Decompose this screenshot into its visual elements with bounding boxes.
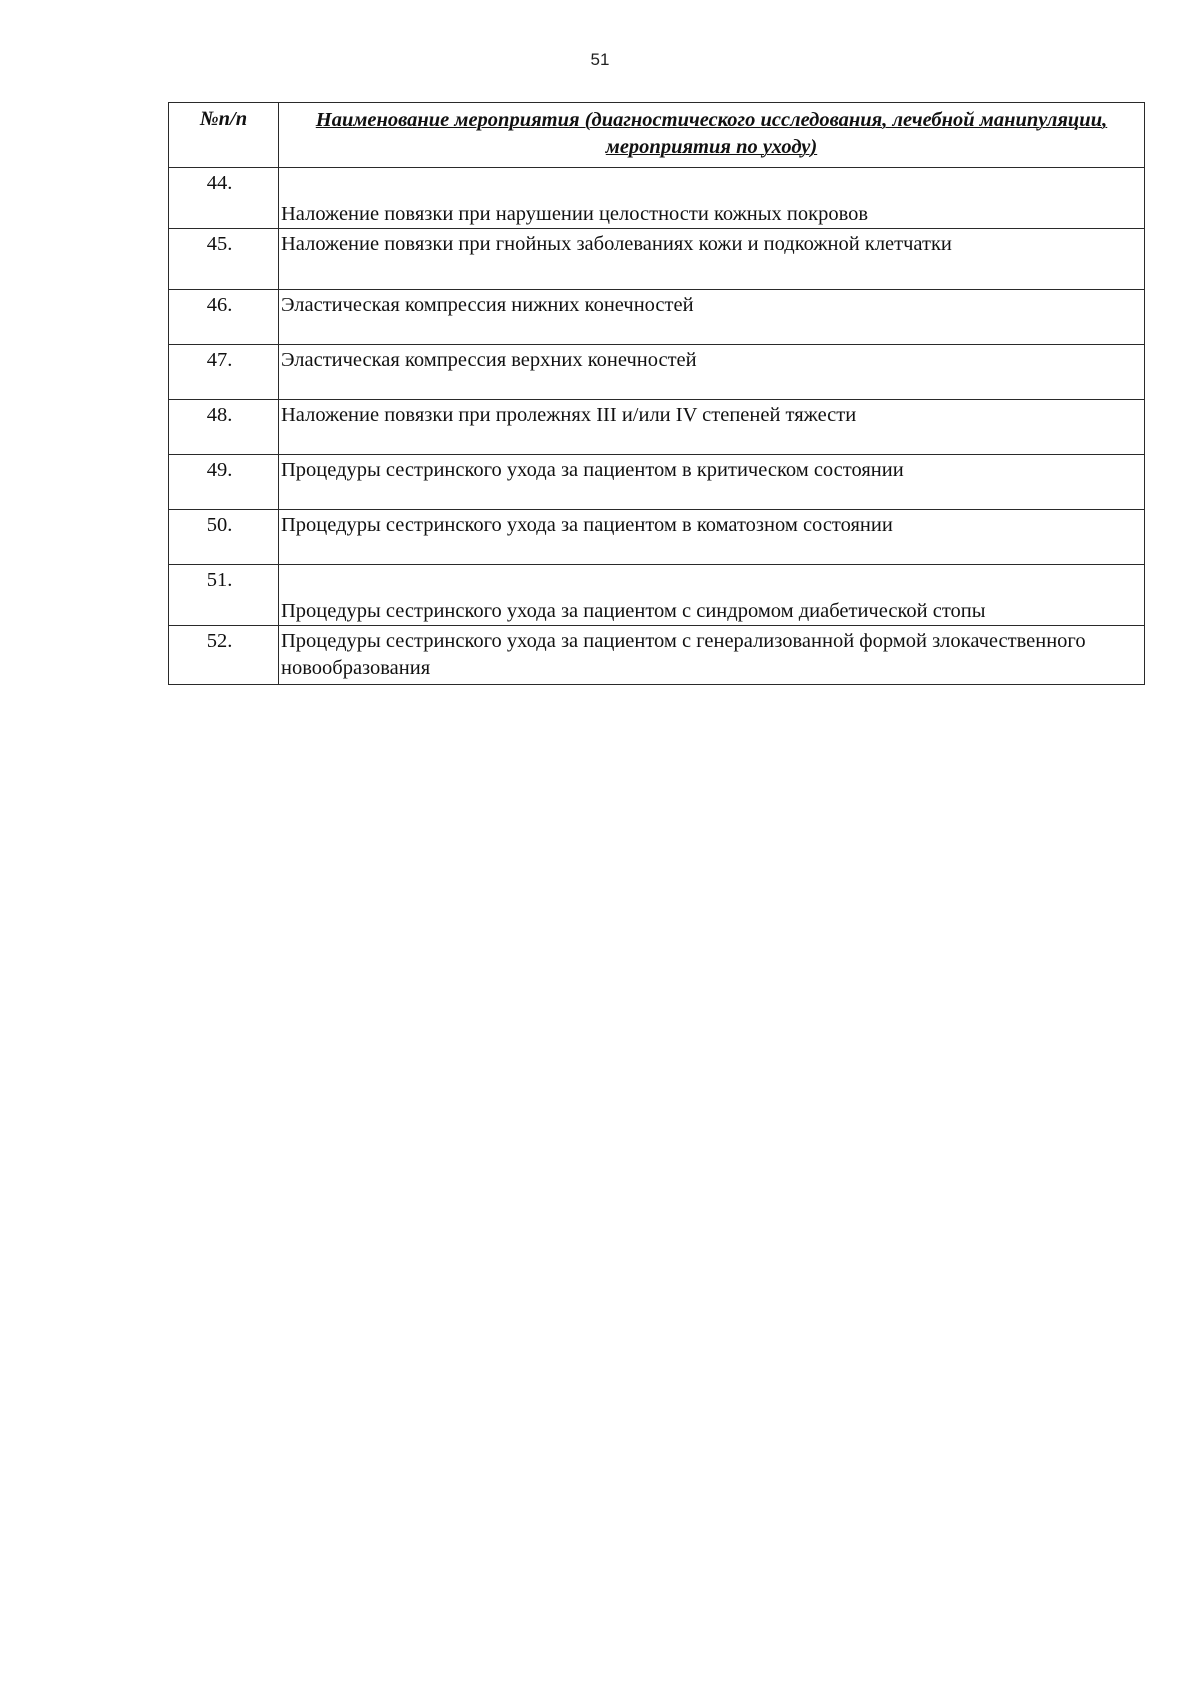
row-name: Эластическая компрессия верхних конечностей <box>279 345 1145 400</box>
row-name: Эластическая компрессия нижних конечностей <box>279 290 1145 345</box>
row-number: 44. <box>169 168 279 229</box>
table-row <box>169 229 1145 290</box>
table-row <box>169 510 1145 565</box>
table-row <box>169 290 1145 345</box>
table-row <box>169 168 1145 229</box>
row-number: 46. <box>169 290 279 345</box>
row-number: 48. <box>169 400 279 455</box>
table-row <box>169 400 1145 455</box>
table-row <box>169 455 1145 510</box>
row-number: 50. <box>169 510 279 565</box>
row-name: Процедуры сестринского ухода за пациентом в коматозном состоянии <box>279 510 1145 565</box>
row-number: 45. <box>169 229 279 290</box>
row-name: Наложение повязки при пролежнях III и/или IV степеней тяжести <box>279 400 1145 455</box>
row-number: 49. <box>169 455 279 510</box>
row-number: 51. <box>169 565 279 626</box>
measures-table <box>168 102 1145 685</box>
row-number: 47. <box>169 345 279 400</box>
row-name: Процедуры сестринского ухода за пациентом в критическом состоянии <box>279 455 1145 510</box>
row-name: Наложение повязки при нарушении целостности кожных покровов <box>279 168 1145 229</box>
table-row <box>169 626 1145 685</box>
header-name <box>279 103 1145 168</box>
row-name: Процедуры сестринского ухода за пациентом с синдромом диабетической стопы <box>279 565 1145 626</box>
row-number: 52. <box>169 626 279 685</box>
row-name: Процедуры сестринского ухода за пациентом с генерализованной формой злокачественного новообразования <box>279 626 1145 685</box>
table-row <box>169 565 1145 626</box>
header-number: №п/п <box>169 103 279 168</box>
header-name-text: Наименование мероприятия (диагностического исследования, лечебной манипуляции, мероприятия по уходу) <box>315 109 1108 158</box>
row-name: Наложение повязки при гнойных заболеваниях кожи и подкожной клетчатки <box>279 229 1145 290</box>
table-header-row <box>169 103 1145 168</box>
page-number: 51 <box>590 50 610 69</box>
table-row <box>169 345 1145 400</box>
